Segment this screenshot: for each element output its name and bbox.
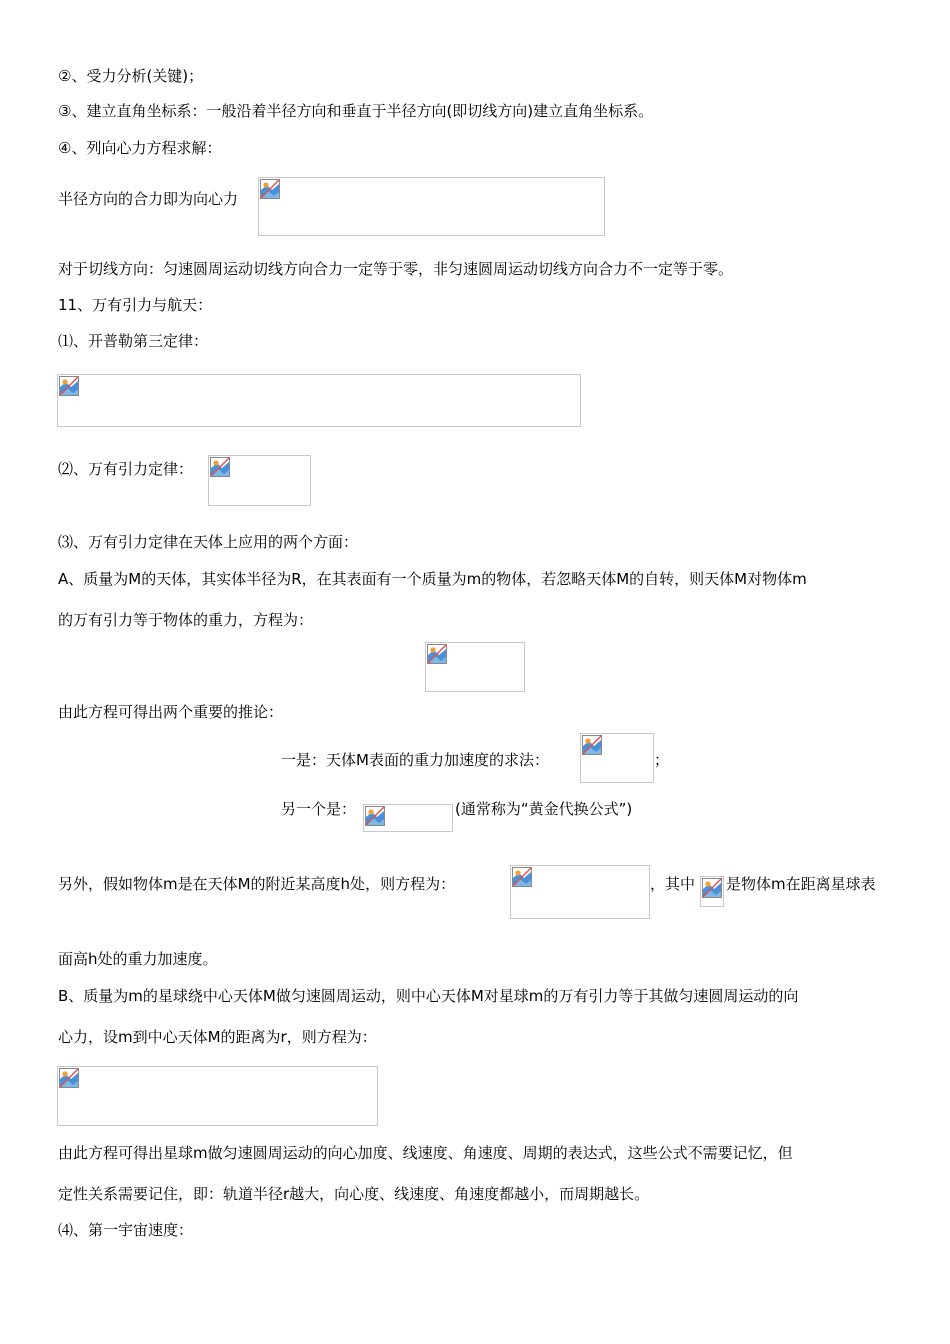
- formula-image: [258, 177, 605, 236]
- case-a-line-1: A、质量为M的天体，其实体半径为R，在其表面有一个质量为m的物体，若忽略天体M的自转，则天体M对物体m: [58, 570, 807, 588]
- height-h-text-end: 是物体m在距离星球表: [726, 875, 876, 893]
- step-2-line: ②、受力分析(关键)；: [58, 67, 204, 85]
- applications-heading: ⑶、万有引力定律在天体上应用的两个方面：: [58, 533, 359, 551]
- step-4-line: ④、列向心力方程求解：: [58, 139, 222, 157]
- case-b-line-1: B、质量为m的星球绕中心天体M做匀速圆周运动，则中心天体M对星球m的万有引力等于其做匀速圆周运动的向: [58, 987, 799, 1005]
- formula-image: [580, 733, 654, 783]
- section-11-heading: 11、万有引力与航天：: [58, 296, 213, 314]
- formula-image: [57, 1066, 378, 1126]
- broken-image-icon: [582, 735, 602, 755]
- broken-image-icon: [365, 806, 385, 826]
- kepler-third-law-heading: ⑴、开普勒第三定律：: [58, 332, 209, 350]
- formula-image: [57, 374, 581, 427]
- corollaries-line: 由此方程可得出两个重要的推论：: [58, 703, 284, 721]
- formula-image: [208, 455, 311, 506]
- case-a-line-2: 的万有引力等于物体的重力，方程为：: [58, 611, 314, 629]
- where-text: ，其中: [650, 875, 696, 893]
- broken-image-icon: [59, 376, 79, 396]
- formula-image: [425, 642, 525, 692]
- formula-image: [510, 865, 650, 919]
- broken-image-icon: [210, 457, 230, 477]
- formula-image: [363, 804, 453, 832]
- height-h-text: 另外，假如物体m是在天体M的附近某高度h处，则方程为：: [58, 875, 456, 893]
- broken-image-icon: [427, 644, 447, 664]
- corollary-1-text: 一是：天体M表面的重力加速度的求法：: [281, 751, 549, 769]
- broken-image-icon: [512, 867, 532, 887]
- gravitation-law-heading: ⑵、万有引力定律：: [58, 460, 194, 478]
- case-b-line-2: 心力，设m到中心天体M的距离为r，则方程为：: [58, 1028, 377, 1046]
- step-3-line: ③、建立直角坐标系：一般沿着半径方向和垂直于半径方向(即切线方向)建立直角坐标系。: [58, 102, 654, 120]
- first-cosmic-velocity-heading: ⑷、第一宇宙速度：: [58, 1221, 194, 1239]
- conclusion-line-2: 定性关系需要记住，即：轨道半径r越大，向心度、线速度、角速度都越小，而周期越长。: [58, 1185, 650, 1203]
- corollary-2-text: 另一个是：: [281, 800, 357, 818]
- conclusion-line-1: 由此方程可得出星球m做匀速圆周运动的向心加度、线速度、角速度、周期的表达式，这些公式不需要记忆，但: [58, 1144, 793, 1162]
- corollary-1-end: ；: [654, 751, 670, 769]
- height-h-line-2: 面高h处的重力加速度。: [58, 950, 218, 968]
- golden-substitution-note: (通常称为“黄金代换公式”): [455, 800, 633, 818]
- broken-image-icon: [59, 1068, 79, 1088]
- formula-image: [700, 876, 724, 907]
- broken-image-icon: [260, 179, 280, 199]
- broken-image-icon: [702, 878, 722, 898]
- tangent-direction-line: 对于切线方向：匀速圆周运动切线方向合力一定等于零，非匀速圆周运动切线方向合力不一定等于零。: [58, 260, 734, 278]
- centripetal-force-line: 半径方向的合力即为向心力: [58, 190, 239, 208]
